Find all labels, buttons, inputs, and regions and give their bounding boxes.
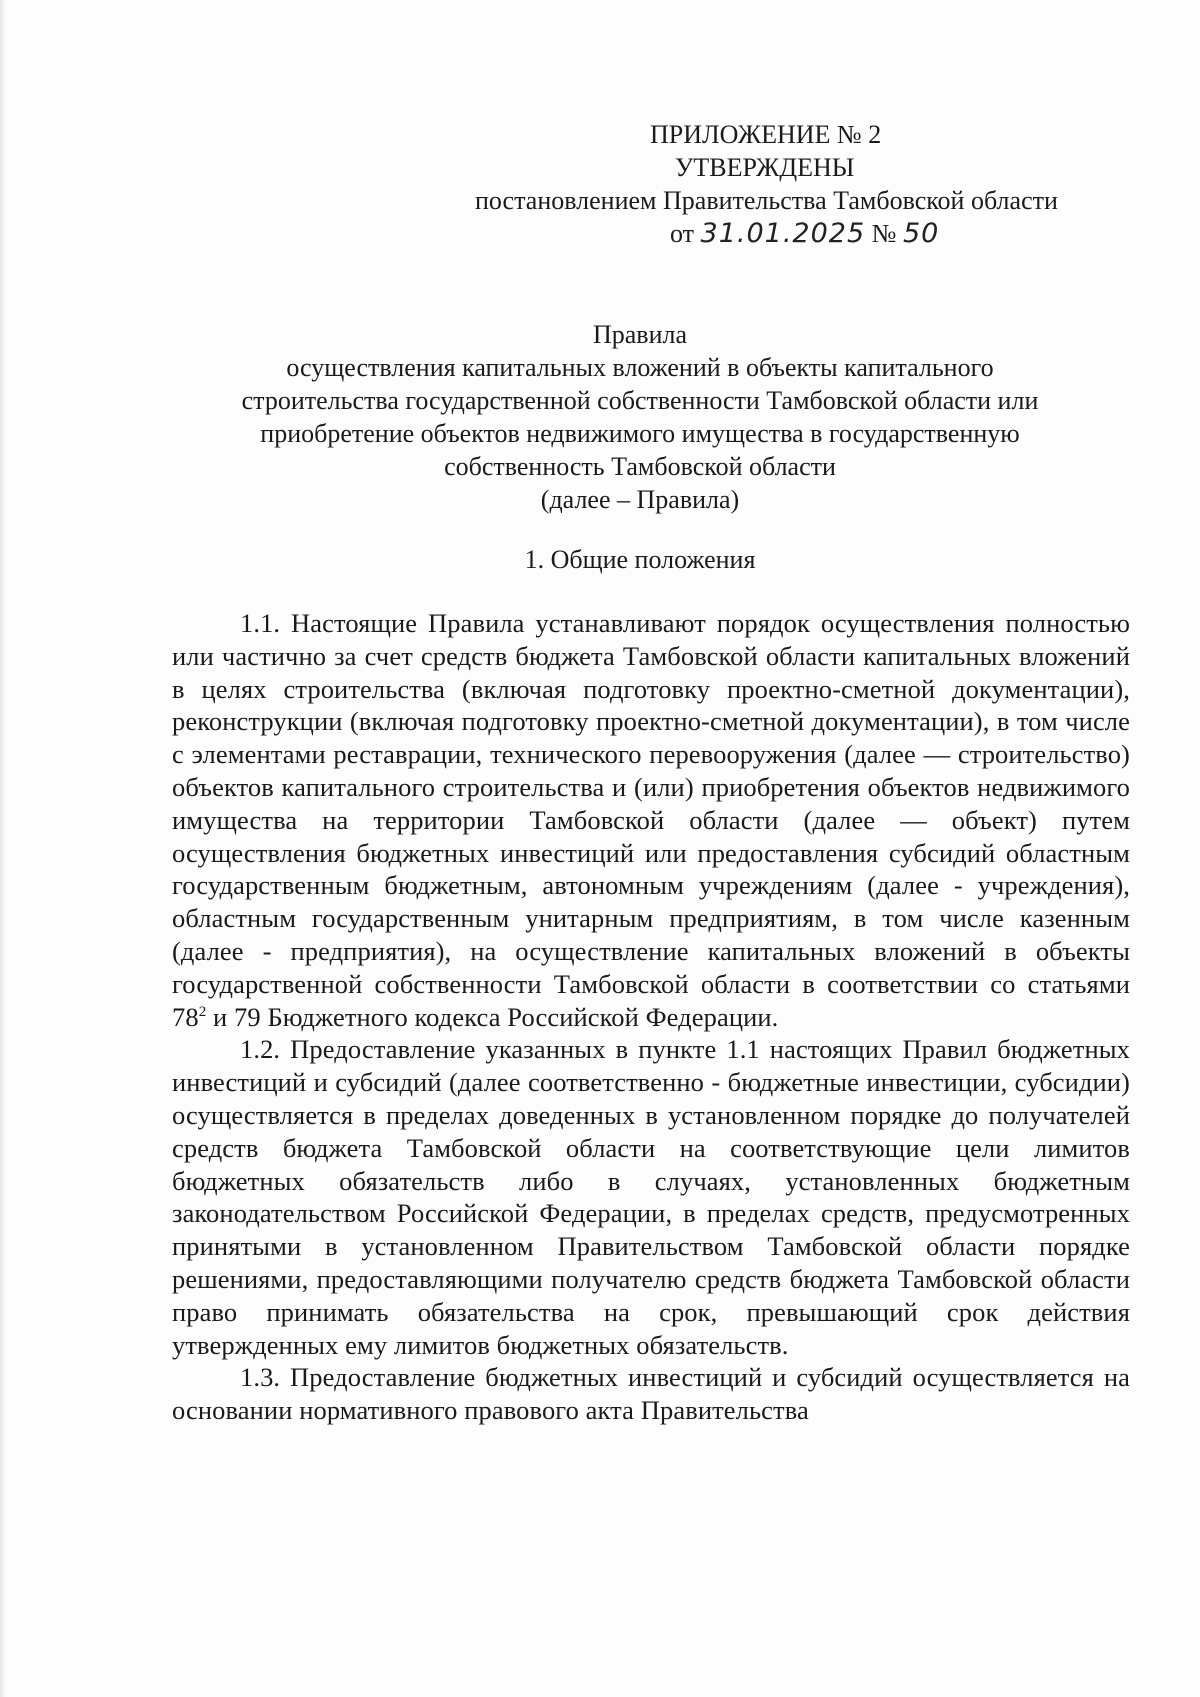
title-line: (далее – Правила) [540, 485, 740, 514]
superscript: 2 [198, 1003, 207, 1020]
paragraph-1-2: 1.2. Предоставление указанных в пункте 1.1 настоящих Правил бюджетных инвестиций и субсидий (далее соответственно - бюджетные инвестиции, субсидии) осуществляется в пределах доведенных в установленном порядке до получателей средств бюджета Тамбовской области на соответствующие цели лимитов бюджетных обязательств либо в случаях, установленных бюджетным законодательством Российской Федерации, в пределах средств, предусмотренных принятыми в установленном Правительством Тамбовской области порядке решениями, предоставляющими получателю средств бюджета Тамбовской области право принимать обязательства на срок, превышающий срок действия утвержденных ему лимитов бюджетных обязательств. [172, 1034, 1130, 1360]
number-sign: № [871, 219, 897, 248]
title-line: собственность Тамбовской области [444, 452, 836, 481]
title-line: Правила [592, 320, 688, 349]
date-number-line [470, 217, 1150, 250]
handwritten-date: 31.01.2025 [700, 218, 866, 249]
title-line: осуществления капитальных вложений в объекты капитального [286, 353, 994, 382]
appendix-label: ПРИЛОЖЕНИЕ № 2 [650, 120, 882, 149]
scan-edge [0, 0, 6, 1697]
title-line: приобретение объектов недвижимого имущества в государственную [260, 419, 1020, 448]
body-text [172, 607, 1130, 1427]
section-heading: 1. Общие положения [524, 545, 756, 574]
resolution-label: постановлением Правительства Тамбовской области [475, 186, 1058, 215]
date-prefix: от [670, 219, 695, 248]
approval-header [470, 118, 1150, 250]
document-title [150, 318, 1130, 516]
handwritten-number: 50 [902, 218, 940, 249]
paragraph-1-1: 1.1. Настоящие Правила устанавливают порядок осуществления полностью или частично за счет средств бюджета Тамбовской области капитальных вложений в целях строительства (включая подготовку проектно-сметной документации), реконструкции (включая подготовку проектно-сметной документации), в том числе с элементами реставрации, технического перевооружения (далее — строительство) объектов капитального строительства и (или) приобретения объектов недвижимого имущества на территории Тамбовской области (далее — объект) путем осуществления бюджетных инвестиций или предоставления субсидий областным государственным бюджетным, автономным учреждениям (далее - учреждения), областным государственным унитарным предприятиям, в том числе казенным (далее - предприятия), на осуществление капитальных вложений в объекты государственной собственности Тамбовской области в соответствии со статьями $78^2$ и 79 Бюджетного кодекса Российской Федерации. [172, 608, 1130, 1032]
paragraph-1-3: 1.3. Предоставление бюджетных инвестиций и субсидий осуществляется на основании нормативного правового акта Правительства [172, 1362, 1130, 1426]
title-line: строительства государственной собственности Тамбовской области или [241, 386, 1039, 415]
approved-label: УТВЕРЖДЕНЫ [675, 153, 855, 182]
